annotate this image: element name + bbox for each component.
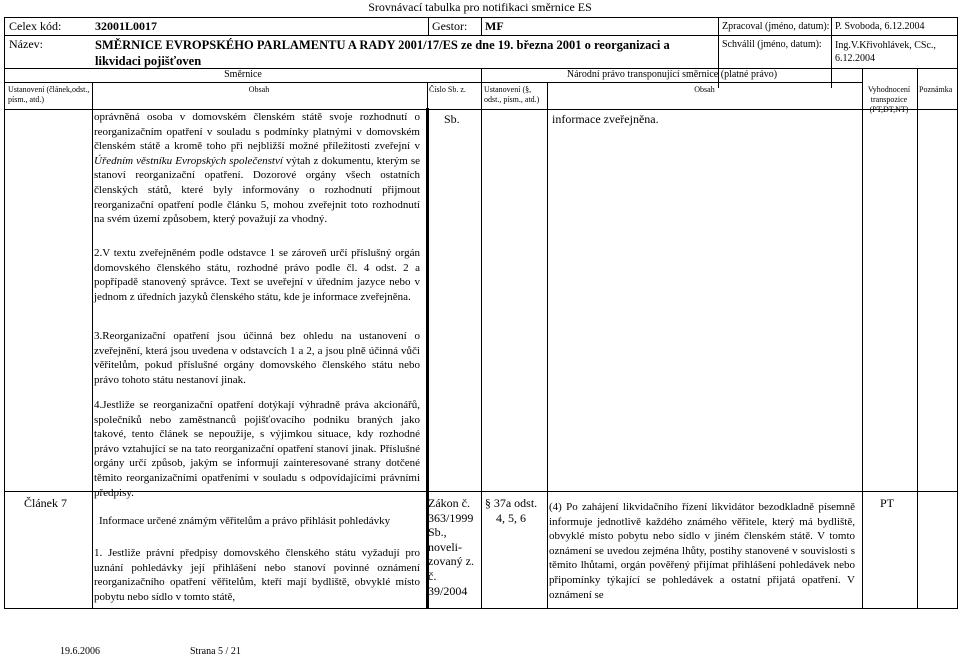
zpracoval-label: Zpracoval (jméno, datum): xyxy=(722,21,830,32)
nazev-value: SMĚRNICE EVROPSKÉHO PARLAMENTU A RADY 2001/17/ES ze dne 19. března 2001 o reorganizaci a likvidaci pojišťoven xyxy=(95,38,670,68)
row2-vyhodnoceni: PT xyxy=(880,496,895,510)
gestor-value: MF xyxy=(485,19,504,33)
para-3: 3.Reorganizační opatření jsou účinná bez ohledu na ustanovení o zveřejnění, která jsou uvedena v odstavcích 1 a 2, a jsou plně účinná vůči věřitelům, pokud příslušné orgány domovského členského státu nebo právo tohoto státu nestanoví jinak. xyxy=(94,330,420,386)
celex-label: Celex kód: xyxy=(9,19,62,33)
col-obsah2: Obsah xyxy=(694,85,715,94)
schvalil-value: Ing.V.Křivohlávek, CSc., 6.12.2004 xyxy=(835,40,936,64)
header-row-1 xyxy=(5,18,957,36)
row1-text-end: výtah z dokumentu, kterým se stanoví reorganizační opatření. Dozorové orgány všech ostatních členských států, které byly informovány o rozhodnutí přijmout reorganizační opatření podle článku 5, mohou zveřejnit toto rozhodnutí na svém území způsobem, který považují za vhodný. xyxy=(94,154,421,226)
row2-paragraf: § 37a odst. 4, 5, 6 xyxy=(484,496,538,525)
celex-value: 32001L0017 xyxy=(95,19,158,33)
zpracoval-value: P. Svoboda, 6.12.2004 xyxy=(835,21,925,32)
document-title: Srovnávací tabulka pro notifikaci směrnice ES xyxy=(368,0,592,14)
col-cislo: Číslo Sb. z. xyxy=(429,85,466,94)
row1-sb: Sb. xyxy=(444,112,460,126)
divider xyxy=(481,18,482,35)
row2-clanek: Článek 7 xyxy=(24,496,67,510)
row1-text-a: oprávněná osoba v domovském členském státě svoje rozhodnutí o reorganizačním opatření v souladu s podmínky platnými v domovském členském státě a kromě toho při nejbližší možné příležitosti zveřejní v xyxy=(94,111,420,153)
schvalil-label: Schválil (jméno, datum): xyxy=(722,39,822,50)
divider xyxy=(831,18,832,35)
divider xyxy=(481,108,482,608)
divider xyxy=(862,108,863,608)
col-ustanoveni2: Ustanovení (§, odst., písm., atd.) xyxy=(484,85,540,104)
row1-text-italic: Úředním věstníku Evropských společenství xyxy=(94,154,283,167)
para-2: 2.V textu zveřejněném podle odstavce 1 se zároveň určí příslušný orgán domovského členského státu, rozhodné právo podle čl. 4 odst. 2 a popřípadě stanovený správce. Text se uveřejní v úředním jazyce nebo v jednom z úředních jazyků členského státu, kde je informace zveřejněna. xyxy=(94,247,420,303)
narodni-header: Národní právo transponující směrnice (platné právo) xyxy=(566,69,778,80)
gestor-label: Gestor: xyxy=(432,19,468,33)
footer-date: 19.6.2006 xyxy=(60,646,100,657)
divider xyxy=(428,18,429,35)
header-table xyxy=(4,17,958,70)
smernice-header: Směrnice xyxy=(224,69,262,80)
smernice-group xyxy=(5,69,481,83)
col-ustanoveni: Ustanovení (článek,odst., písm., atd.) xyxy=(8,85,90,104)
divider xyxy=(427,82,428,109)
col-vyhodnoceni: Vyhodnocení transpozice (PT,DT,NT) xyxy=(867,85,911,114)
row1-obsah2: informace zveřejněna. xyxy=(552,112,659,126)
divider xyxy=(917,108,918,608)
para-4: 4.Jestliže se reorganizační opatření dotýkají výhradně práva akcionářů, společníků nebo zaměstnanců pojišťovacího podniku braných jako takové, tento článek se nepoužije, s výjimkou situace, kdy rozhodné právo vztahující se na tato reorganizační opatření stanoví jinak. Příslušné orgány určí způsob, jakým se informují zainteresované strany dotčené těmito reorganizačními opatřeními v souladu s odpovídajícími právními předpisy. xyxy=(94,399,420,499)
row2-obsah2: (4) Po zahájení likvidačního řízení likvidátor bezodkladně písemně informuje jednotlivě každého známého věřitele, který má bydliště, obvyklé místo pobytu nebo sídlo v jiném členském státě. V tomto oznámení se uvedou zejména lhůty, postihy stanovené v souvislosti s těmito lhůtami, orgán pověřený přijímat přihlášení pohledávek nebo připomínky týkající se pohledávek a ostatní přijatá opatření. V oznámení se xyxy=(549,501,855,601)
divider xyxy=(547,108,548,608)
divider xyxy=(92,108,93,608)
row2-zakon: Zákon č. 363/1999 Sb., noveli-zovaný z. č. 39/2004 xyxy=(428,496,474,598)
nazev-label: Název: xyxy=(9,37,43,51)
row2-heading: Informace určené známým věřitelům a právo přihlásit pohledávky xyxy=(99,515,391,527)
footer-page: Strana 5 / 21 xyxy=(190,646,241,657)
divider xyxy=(718,18,719,35)
col-obsah: Obsah xyxy=(248,85,270,94)
narodni-group xyxy=(482,69,862,83)
column-headers xyxy=(4,68,958,114)
row2-para1: 1. Jestliže právní předpisy domovského členského státu vyžadují pro uznání pohledávky její přihlášení nebo stanoví povinné oznámení reorganizačního opatření věřitelům, kteří mají bydliště, obvyklé místo pobytu nebo sídlo v tomto státě, xyxy=(94,547,420,603)
divider xyxy=(917,69,918,109)
col-poznamka: Poznámka xyxy=(919,85,953,94)
row1-obsah xyxy=(94,110,420,227)
